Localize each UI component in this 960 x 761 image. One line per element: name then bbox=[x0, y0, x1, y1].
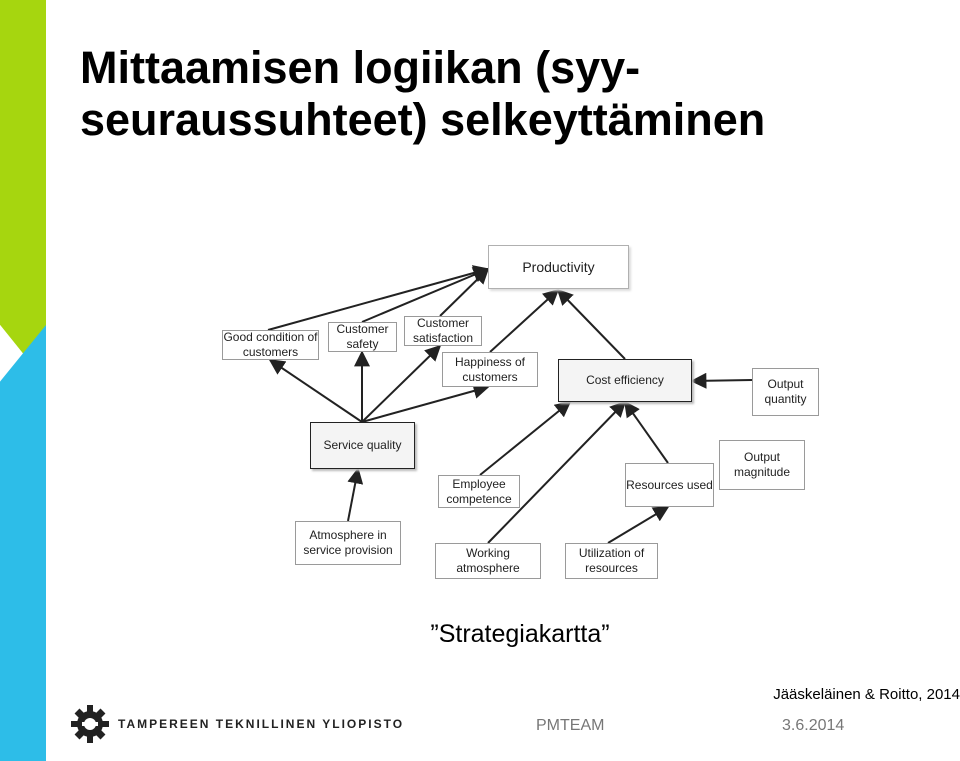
node-output-quantity: Output quantity bbox=[752, 368, 819, 416]
strategy-map-caption: ”Strategiakartta” bbox=[430, 620, 610, 648]
node-customer-safety: Customer safety bbox=[328, 322, 397, 352]
slide-title: Mittaamisen logiikan (syy-seuraussuhteet) selkeyttäminen bbox=[80, 42, 766, 145]
edge-service-goodcondition bbox=[270, 360, 362, 422]
edge-cost-productivity bbox=[558, 290, 625, 359]
node-output-magnitude: Output magnitude bbox=[719, 440, 805, 490]
cog-logo-icon bbox=[70, 704, 110, 744]
node-resources-used: Resources used bbox=[625, 463, 714, 507]
edge-outputquantity-cost bbox=[692, 380, 752, 381]
node-atmosphere-in-service-provision: Atmosphere in service provision bbox=[295, 521, 401, 565]
edge-utilization-resources bbox=[608, 507, 668, 543]
edge-employee-cost bbox=[480, 402, 570, 475]
logo-text: TAMPEREEN TEKNILLINEN YLIOPISTO bbox=[118, 717, 405, 731]
footer-date: 3.6.2014 bbox=[782, 717, 845, 734]
credit-text: Jääskeläinen & Roitto, 2014 bbox=[773, 686, 960, 703]
node-good-condition: Good condition of customers bbox=[223, 330, 318, 359]
university-logo bbox=[70, 704, 404, 744]
edge-resources-cost bbox=[625, 402, 668, 463]
node-service-quality: Service quality bbox=[310, 422, 415, 469]
edge-working-cost bbox=[488, 402, 625, 543]
node-productivity: Productivity bbox=[488, 245, 629, 289]
node-working-atmosphere: Working atmosphere bbox=[435, 543, 541, 579]
edge-atmosphere-service bbox=[348, 469, 358, 521]
node-employee-competence: Employee competence bbox=[438, 475, 520, 508]
node-utilization-of-resources: Utilization of resources bbox=[565, 543, 658, 579]
node-cost-efficiency: Cost efficiency bbox=[558, 359, 692, 402]
node-customer-satisfaction: Customer satisfaction bbox=[404, 316, 482, 346]
footer-pmteam: PMTEAM bbox=[536, 717, 605, 734]
edge-happiness-productivity bbox=[490, 290, 558, 352]
node-happiness-of-customers: Happiness of customers bbox=[442, 352, 538, 387]
edge-safety-productivity bbox=[362, 269, 488, 322]
